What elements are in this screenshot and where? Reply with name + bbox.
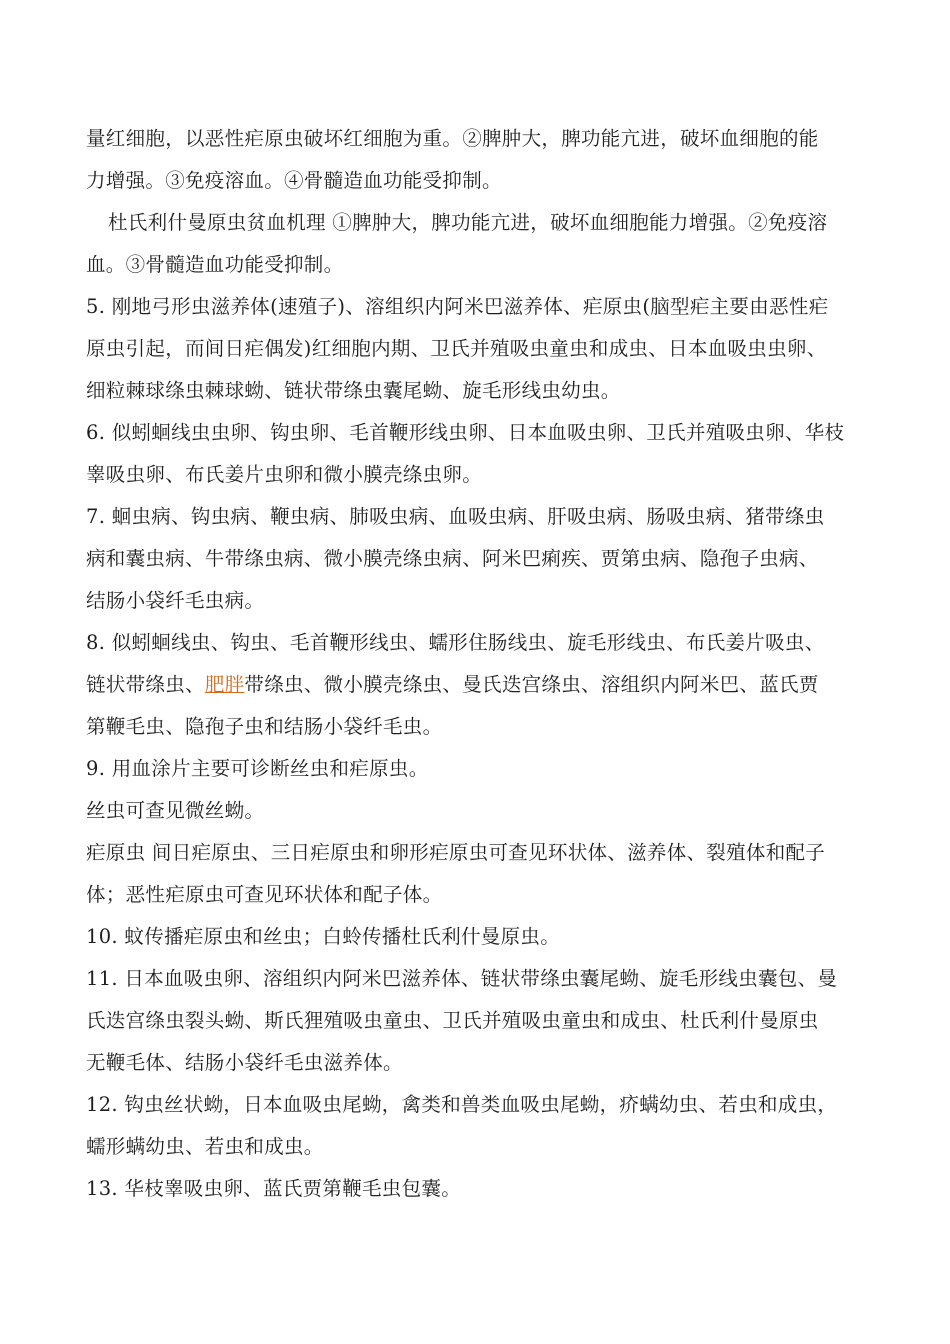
item-6-line: 6. 似蚓蛔线虫虫卵、钩虫卵、毛首鞭形线虫卵、日本血吸虫卵、卫氏并殖吸虫卵、华枝 (86, 421, 845, 444)
item-10-line: 10. 蚊传播疟原虫和丝虫；白蛉传播杜氏利什曼原虫。 (86, 925, 561, 948)
text-line: 疟原虫 间日疟原虫、三日疟原虫和卵形疟原虫可查见环状体、滋养体、裂殖体和配子 (86, 841, 826, 864)
item-7-line: 7. 蛔虫病、钩虫病、鞭虫病、肺吸虫病、血吸虫病、肝吸虫病、肠吸虫病、猪带绦虫 (86, 505, 825, 528)
text-line-with-link (86, 664, 870, 706)
document-body (86, 118, 870, 1210)
text-line: 丝虫可查见微丝蚴。 (86, 799, 265, 822)
text-segment: 带绦虫、微小膜壳绦虫、曼氏迭宫绦虫、溶组织内阿米巴、蓝氏贾 (244, 673, 819, 696)
text-line: 第鞭毛虫、隐孢子虫和结肠小袋纤毛虫。 (86, 715, 443, 738)
text-line: 量红细胞，以恶性疟原虫破坏红细胞为重。②脾肿大，脾功能亢进，破坏血细胞的能 (86, 127, 819, 150)
text-line: 睾吸虫卵、布氏姜片虫卵和微小膜壳绦虫卵。 (86, 463, 483, 486)
text-line: 无鞭毛体、结肠小袋纤毛虫滋养体。 (86, 1051, 403, 1074)
text-line: 氏迭宫绦虫裂头蚴、斯氏狸殖吸虫童虫、卫氏并殖吸虫童虫和成虫、杜氏利什曼原虫 (86, 1009, 819, 1032)
text-segment: 链状带绦虫、 (86, 673, 205, 696)
text-line: 体；恶性疟原虫可查见环状体和配子体。 (86, 883, 443, 906)
item-12-line: 12. 钩虫丝状蚴，日本血吸虫尾蚴，禽类和兽类血吸虫尾蚴，疥螨幼虫、若虫和成虫， (86, 1093, 838, 1116)
text-line: 原虫引起，而间日疟偶发)红细胞内期、卫氏并殖吸虫童虫和成虫、日本血吸虫虫卵、 (86, 337, 827, 360)
text-line: 血。③骨髓造血功能受抑制。 (86, 253, 344, 276)
text-line: 力增强。③免疫溶血。④骨髓造血功能受抑制。 (86, 169, 502, 192)
text-line: 细粒棘球绦虫棘球蚴、链状带绦虫囊尾蚴、旋毛形线虫幼虫。 (86, 379, 621, 402)
item-11-line: 11. 日本血吸虫卵、溶组织内阿米巴滋养体、链状带绦虫囊尾蚴、旋毛形线虫囊包、曼 (86, 967, 838, 990)
item-5-line: 5. 刚地弓形虫滋养体(速殖子)、溶组织内阿米巴滋养体、疟原虫(脑型疟主要由恶性疟 (86, 295, 829, 318)
item-8-line: 8. 似蚓蛔线虫、钩虫、毛首鞭形线虫、蠕形住肠线虫、旋毛形线虫、布氏姜片吸虫、 (86, 631, 825, 654)
hyperlink[interactable]: 肥胖 (204, 673, 245, 696)
text-line: 蠕形螨幼虫、若虫和成虫。 (86, 1135, 324, 1158)
text-line: 结肠小袋纤毛虫病。 (86, 589, 265, 612)
text-line: 杜氏利什曼原虫贫血机理 ①脾肿大，脾功能亢进，破坏血细胞能力增强。②免疫溶 (108, 211, 828, 234)
item-9-line: 9. 用血涂片主要可诊断丝虫和疟原虫。 (86, 757, 429, 780)
text-line: 病和囊虫病、牛带绦虫病、微小膜壳绦虫病、阿米巴痢疾、贾第虫病、隐孢子虫病、 (86, 547, 819, 570)
item-13-line: 13. 华枝睾吸虫卵、蓝氏贾第鞭毛虫包囊。 (86, 1177, 462, 1200)
